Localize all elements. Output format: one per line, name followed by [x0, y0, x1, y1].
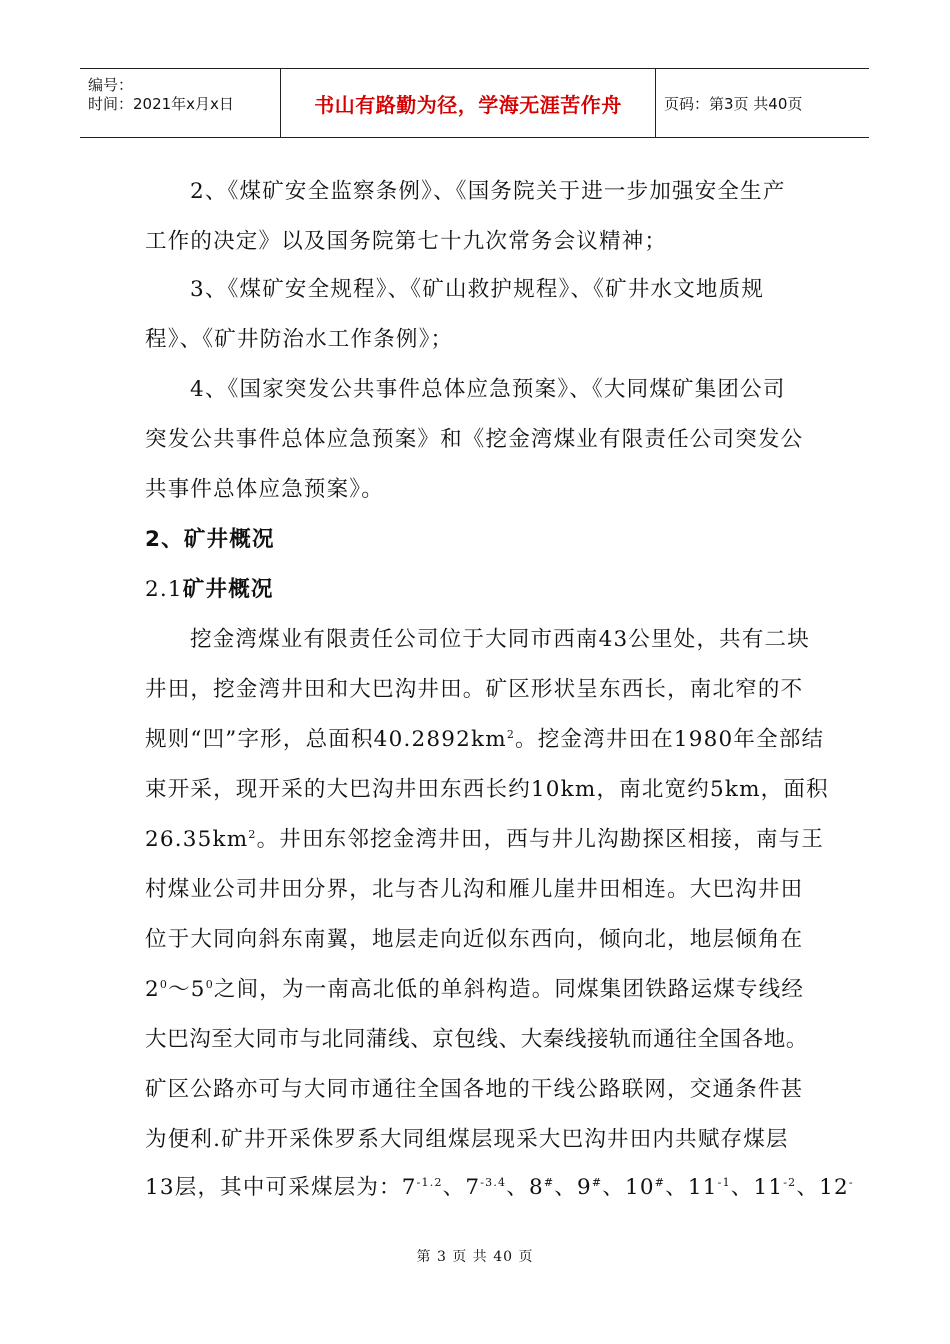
paragraph-line	[145, 822, 824, 853]
document-number-label: 编号：	[88, 76, 134, 94]
paragraph-line: 程》、《矿井防治水工作条例》；	[145, 327, 454, 352]
text-run: 、11	[665, 1175, 718, 1200]
superscript: #	[543, 1175, 555, 1189]
paragraph-line: 大巴沟至大同市与北同蒲线、京包线、大秦线接轨而通往全国各地。	[145, 1027, 809, 1052]
paragraph-line: 挖金湾煤业有限责任公司位于大同市西南43公里处，共有二块	[190, 627, 810, 652]
header-motto: 书山有路勤为径，学海无涯苦作舟	[314, 92, 622, 117]
subsection-heading	[145, 572, 274, 603]
text-run: 2	[145, 977, 160, 1002]
text-run: 、12	[796, 1175, 849, 1200]
page-footer: 第 3 页 共 40 页	[416, 1249, 534, 1265]
superscript: 0	[205, 977, 214, 991]
document-date-label: 时间：2021年x月x日	[88, 95, 234, 113]
superscript: #	[654, 1175, 666, 1189]
text-run: 规则“凹”字形，总面积40.2892km	[145, 727, 507, 752]
text-run: 之间，为一南高北低的单斜构造。同煤集团铁路运煤专线经	[213, 977, 805, 1002]
superscript: -1.2	[416, 1175, 443, 1189]
paragraph-line: 位于大同向斜东南翼，地层走向近似东西向，倾向北，地层倾角在	[145, 927, 804, 952]
text-run: 、9	[554, 1175, 592, 1200]
paragraph-line: 4、《国家突发公共事件总体应急预案》、《大同煤矿集团公司	[190, 377, 786, 402]
text-run: ～5	[168, 977, 206, 1002]
superscript: 2	[248, 827, 257, 841]
paragraph-line: 2、《煤矿安全监察条例》、《国务院关于进一步加强安全生产	[190, 179, 786, 204]
header-divider	[655, 69, 656, 137]
text-run: 。井田东邻挖金湾井田，西与井儿沟勘探区相接，南与王	[256, 827, 825, 852]
text-run: 、8	[506, 1175, 544, 1200]
paragraph-line: 束开采，现开采的大巴沟井田东西长约10km，南北宽约5km，面积	[145, 777, 829, 802]
paragraph-line: 突发公共事件总体应急预案》和《挖金湾煤业有限责任公司突发公	[145, 427, 804, 452]
header-page-info: 页码：第3页 共40页	[664, 95, 803, 113]
paragraph-line	[145, 972, 804, 1003]
text-run: 、11	[730, 1175, 784, 1200]
superscript: 0	[159, 977, 169, 991]
paragraph-line: 3、《煤矿安全规程》、《矿山救护规程》、《矿井水文地质规	[190, 277, 765, 302]
superscript: -3.4	[480, 1175, 507, 1189]
text-run: 、10	[602, 1175, 655, 1200]
section-heading: 2、矿井概况	[145, 527, 275, 552]
text-run: 。挖金湾井田在1980年全部结	[515, 727, 825, 752]
superscript: -1	[717, 1175, 731, 1189]
paragraph-line	[145, 1170, 854, 1201]
subsection-number: 2.1	[145, 577, 183, 602]
superscript: #	[591, 1175, 603, 1189]
text-run: 、7	[442, 1175, 481, 1200]
superscript: -	[848, 1175, 854, 1189]
subsection-title: 矿井概况	[182, 577, 274, 602]
paragraph-line: 村煤业公司井田分界，北与杏儿沟和雁儿崖井田相连。大巴沟井田	[145, 877, 804, 902]
text-run: 26.35km	[145, 827, 249, 852]
text-run: 13层，其中可采煤层为：7	[145, 1175, 417, 1200]
paragraph-line: 工作的决定》以及国务院第七十九次常务会议精神；	[145, 229, 668, 254]
superscript: -2	[783, 1175, 797, 1189]
paragraph-line	[145, 722, 824, 753]
document-header	[80, 68, 869, 138]
superscript: 2	[506, 727, 516, 741]
paragraph-line: 矿区公路亦可与大同市通往全国各地的干线公路联网，交通条件甚	[145, 1077, 804, 1102]
paragraph-line: 共事件总体应急预案》。	[145, 477, 384, 502]
header-meta-cell	[80, 69, 280, 137]
paragraph-line: 为便利.矿井开采侏罗系大同组煤层现采大巴沟井田内共赋存煤层	[145, 1127, 789, 1152]
paragraph-line: 井田，挖金湾井田和大巴沟井田。矿区形状呈东西长，南北窄的不	[145, 677, 804, 702]
